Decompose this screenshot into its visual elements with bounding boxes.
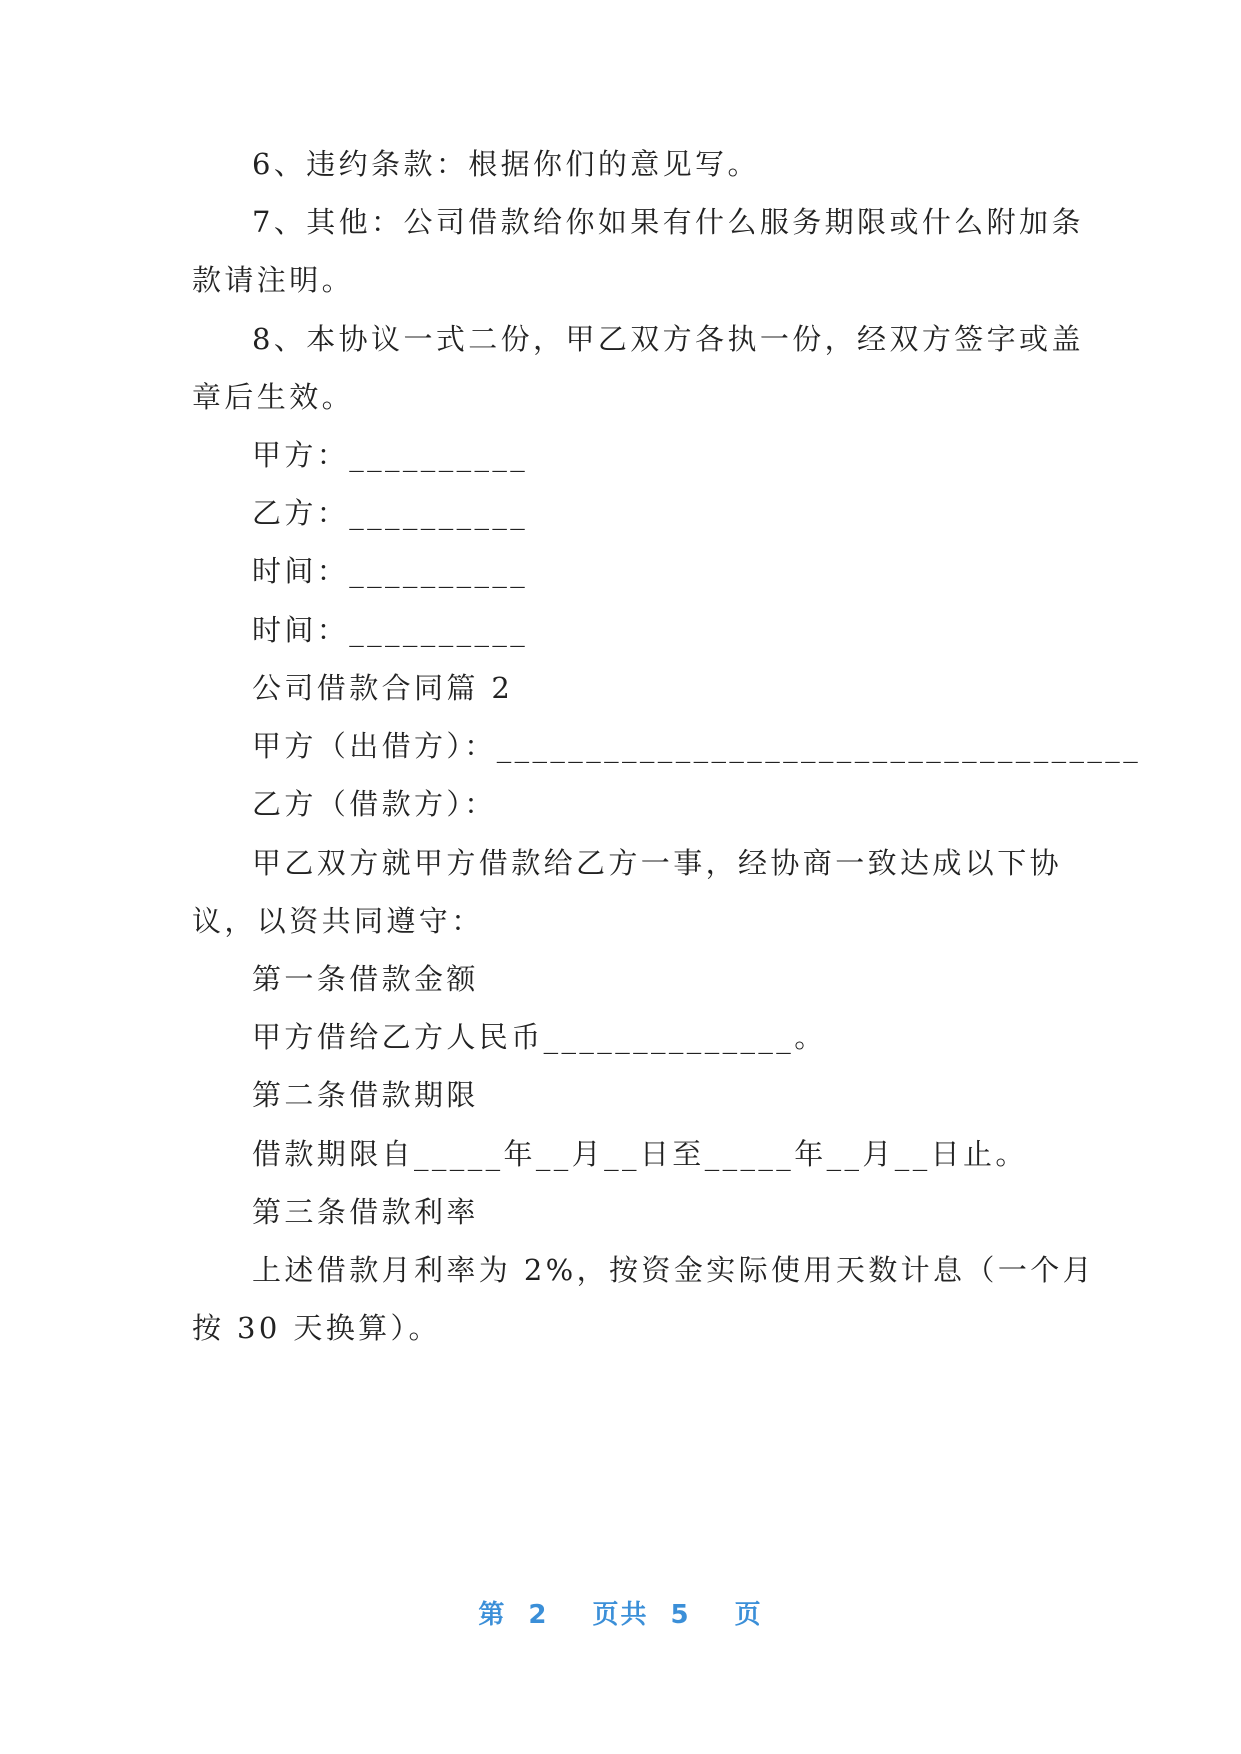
preamble-line-1: 甲乙双方就甲方借款给乙方一事，经协商一致达成以下协 xyxy=(252,846,1063,880)
article-3-rate-line-2: 按 30 天换算）。 xyxy=(192,1311,441,1345)
party-a-signature-field: 甲方：__________ xyxy=(252,438,529,472)
article-3-heading: 第三条借款利率 xyxy=(252,1195,479,1229)
clause-7-other-line-2: 款请注明。 xyxy=(192,263,355,297)
section-heading-contract-2: 公司借款合同篇 2 xyxy=(252,671,514,705)
party-b-signature-field: 乙方：__________ xyxy=(252,496,529,530)
footer-page-number: 2 xyxy=(528,1600,549,1630)
article-1-heading: 第一条借款金额 xyxy=(252,962,479,996)
footer-page-label: 第 xyxy=(478,1600,507,1630)
footer-total-pages: 5 xyxy=(670,1600,691,1630)
article-1-amount: 甲方借给乙方人民币______________。 xyxy=(252,1020,827,1054)
preamble-line-2: 议，以资共同遵守： xyxy=(192,904,484,938)
clause-6-breach: 6、违约条款：根据你们的意见写。 xyxy=(252,147,760,181)
borrower-field: 乙方（借款方）： xyxy=(252,787,497,821)
page-footer xyxy=(0,1598,1241,1632)
clause-8-copies-line-2: 章后生效。 xyxy=(192,380,355,414)
date-field-2: 时间：__________ xyxy=(252,613,529,647)
date-field-1: 时间：__________ xyxy=(252,554,529,588)
lender-field: 甲方（出借方）：____________________________________ xyxy=(252,729,1142,763)
article-3-rate-line-1: 上述借款月利率为 2%，按资金实际使用天数计息（一个月 xyxy=(252,1253,1096,1287)
clause-8-copies-line-1: 8、本协议一式二份，甲乙双方各执一份，经双方签字或盖 xyxy=(252,322,1084,356)
article-2-heading: 第二条借款期限 xyxy=(252,1078,479,1112)
article-2-term: 借款期限自_____年__月__日至_____年__月__日止。 xyxy=(252,1137,1028,1171)
footer-total-label: 页共 xyxy=(592,1600,649,1630)
clause-7-other-line-1: 7、其他：公司借款给你如果有什么服务期限或什么附加条 xyxy=(252,205,1084,239)
footer-page-suffix: 页 xyxy=(734,1600,763,1630)
